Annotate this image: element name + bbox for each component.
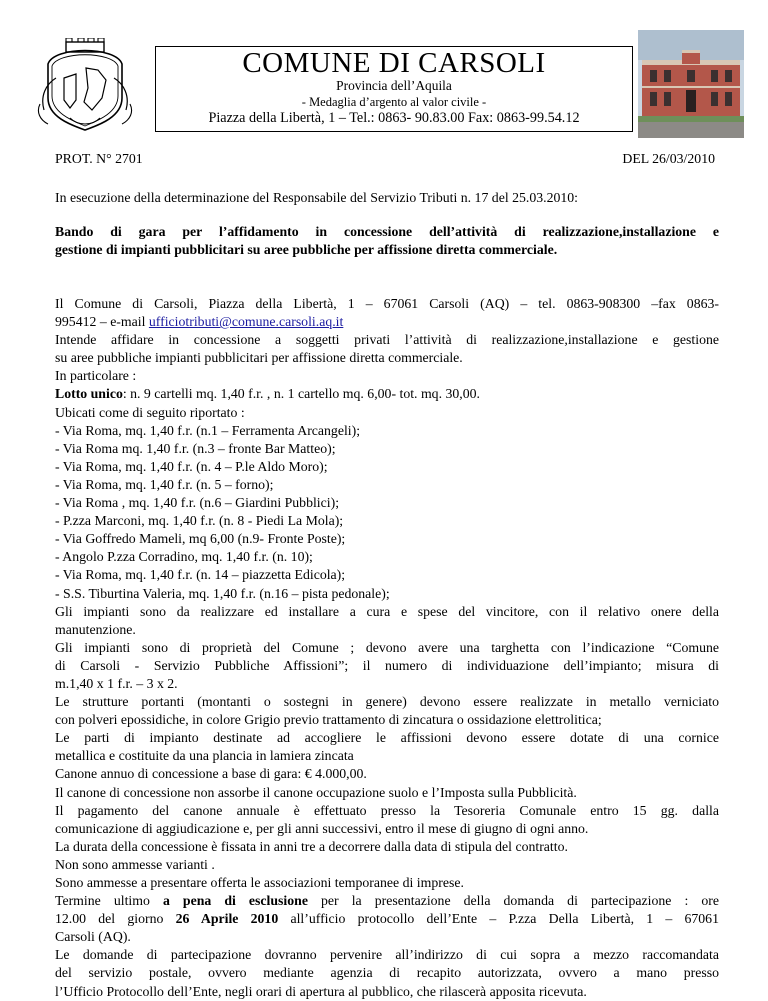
- deadline-line: Carsoli (AQ).: [55, 929, 131, 945]
- body-line: manutenzione.: [55, 621, 136, 637]
- letterhead-box: [155, 46, 633, 132]
- location-item: - Via Roma , mq. 1,40 f.r. (n.6 – Giardini Pubblici);: [55, 495, 340, 511]
- body-line: del servizio postale, ovvero mediante agenzia di recapito autorizzata, ovvero a mano presso: [55, 965, 719, 981]
- location-item: - P.zza Marconi, mq. 1,40 f.r. (n. 8 - Piedi La Mola);: [55, 513, 344, 529]
- location-item: - Via Goffredo Mameli, mq 6,00 (n.9- Fronte Poste);: [55, 531, 346, 547]
- deadline-date: 26 Aprile 2010: [175, 911, 279, 927]
- letterhead: [26, 30, 742, 135]
- body-line: Le domande di partecipazione dovranno pervenire all’indirizzo di cui sopra a mezzo raccomandata: [55, 947, 719, 963]
- tender-title: [55, 223, 719, 259]
- province-line: Provincia dell’Aquila: [336, 78, 452, 93]
- address-line: Piazza della Libertà, 1 – Tel.: 0863- 90.83.00 Fax: 0863-99.54.12: [208, 110, 580, 126]
- body-line: La durata della concessione è fissata in anni tre a decorrere dalla data di stipula del contratto.: [55, 838, 568, 854]
- body-line: Le parti di impianto destinate ad accogliere le affissioni devono essere dotate di una cornice: [55, 730, 719, 746]
- particolare-line: In particolare :: [55, 368, 137, 384]
- intro-paragraph: In esecuzione della determinazione del Responsabile del Servizio Tributi n. 17 del 25.03.2010:: [55, 190, 579, 205]
- email-link[interactable]: ufficiotributi@comune.carsoli.aq.it: [148, 314, 344, 330]
- body-line: Gli impianti sono da realizzare ed installare a cura e spese del vincitore, con il relativo onere della: [55, 603, 719, 619]
- ubicati-line: Ubicati come di seguito riportato :: [55, 404, 245, 420]
- lotto-label: Lotto unico: [55, 386, 123, 402]
- body-line: con polveri epossidiche, in colore Grigio previo trattamento di zincatura o ossidazione elettrolitica;: [55, 712, 602, 728]
- location-item: - S.S. Tiburtina Valeria, mq. 1,40 f.r. (n.16 – pista pedonale);: [55, 585, 390, 601]
- protocol-row: [55, 151, 715, 167]
- body-line: Il canone di concessione non assorbe il canone occupazione suolo e l’Imposta sulla Pubblicità.: [55, 784, 577, 800]
- body-line: comunicazione di aggiudicazione e, per gli anni successivi, entro il mese di giugno di ogni anno.: [55, 820, 589, 836]
- contact-line: Il Comune di Carsoli, Piazza della Libertà, 1 – 67061 Carsoli (AQ) – tel. 0863-908300 –fax 0863-: [55, 296, 719, 311]
- location-item: - Via Roma, mq. 1,40 f.r. (n. 5 – forno);: [55, 476, 274, 492]
- body-line: Le strutture portanti (montanti o sostegni in genere) devono essere realizzate in metallo verniciato: [55, 694, 719, 710]
- location-item: - Via Roma, mq. 1,40 f.r. (n.1 – Ferramenta Arcangeli);: [55, 422, 361, 438]
- tender-title-line: Bando di gara per l’affidamento in concessione dell’attività di realizzazione,installazione e: [55, 224, 719, 239]
- body-line: di Carsoli - Servizio Pubbliche Affissioni”; il numero di individuazione dell’impianto; misura di: [55, 657, 719, 673]
- deadline-line: Termine ultimo a pena di esclusione per la presentazione della domanda di partecipazione : ore: [55, 893, 719, 909]
- body-line: Canone annuo di concessione a base di gara: € 4.000,00.: [55, 766, 367, 782]
- town-hall-photo: [638, 30, 744, 138]
- town-crest-icon: [26, 38, 144, 132]
- body-line: Sono ammesse a presentare offerta le associazioni temporanee di imprese.: [55, 875, 464, 890]
- body-line: metallica e costituite da una plancia in lamiera zincata: [55, 748, 354, 764]
- body-line: m.1,40 x 1 f.r. – 3 x 2.: [55, 675, 178, 691]
- body-line: l’Ufficio Protocollo dell’Ente, negli orari di apertura al pubblico, che rilascerà apposita ricevuta.: [55, 983, 587, 999]
- medal-line: - Medaglia d’argento al valor civile -: [301, 95, 487, 109]
- body-line: Non sono ammesse varianti .: [55, 856, 215, 872]
- main-text: [55, 295, 719, 1001]
- location-item: - Via Roma, mq. 1,40 f.r. (n. 4 – P.le Aldo Moro);: [55, 458, 328, 474]
- protocol-number: PROT. N° 2701: [55, 151, 143, 166]
- body-line: Gli impianti sono di proprietà del Comune ; devono avere una targhetta con l’indicazione “Comune: [55, 639, 719, 655]
- lotto-line: Lotto unico: n. 9 cartelli mq. 1,40 f.r. , n. 1 cartello mq. 6,00- tot. mq. 30,00.: [55, 386, 480, 402]
- intend-line: Intende affidare in concessione a soggetti privati l’attività di realizzazione,installazione e gestione: [55, 332, 719, 348]
- deadline-line: 12.00 del giorno 26 Aprile 2010 all’ufficio protocollo dell’Ente – P.zza Della Libertà, 1 – 67061: [55, 911, 719, 927]
- location-item: - Via Roma, mq. 1,40 f.r. (n. 14 – piazzetta Edicola);: [55, 567, 346, 583]
- location-item: - Via Roma mq. 1,40 f.r. (n.3 – fronte Bar Matteo);: [55, 440, 336, 456]
- contact-line: 995412 – e-mail ufficiotributi@comune.carsoli.aq.it: [55, 314, 344, 330]
- body-line: Il pagamento del canone annuale è effettuato presso la Tesoreria Comunale entro 15 gg. dalla: [55, 802, 719, 818]
- town-name: COMUNE DI CARSOLI: [242, 47, 546, 79]
- intend-line: su aree pubbliche impianti pubblicitari per affissione diretta commerciale.: [55, 350, 463, 366]
- tender-title-line: gestione di impianti pubblicitari su aree pubbliche per affissione diretta commerciale.: [55, 242, 558, 258]
- location-item: - Angolo P.zza Corradino, mq. 1,40 f.r. (n. 10);: [55, 549, 313, 565]
- protocol-date: DEL 26/03/2010: [622, 151, 715, 166]
- exclusion-text: a pena di esclusione: [162, 893, 308, 909]
